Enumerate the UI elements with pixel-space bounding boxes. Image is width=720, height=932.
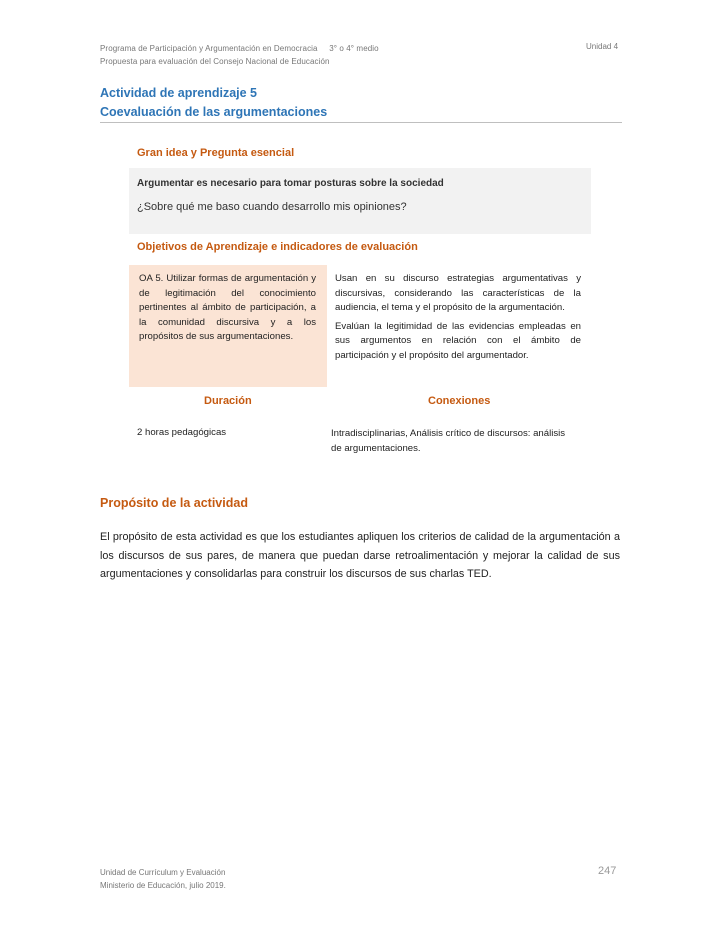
activity-subtitle: Coevaluación de las argumentaciones bbox=[100, 105, 328, 119]
header-unit: Unidad 4 bbox=[586, 42, 619, 51]
duration-heading: Duración bbox=[204, 395, 252, 407]
activity-title: Actividad de aprendizaje 5 bbox=[100, 86, 257, 100]
duration-value: 2 horas pedagógicas bbox=[137, 427, 227, 438]
header-program-line: Programa de Participación y Argumentación en Democracia 3° o 4° medio bbox=[100, 44, 379, 53]
big-idea-text: Argumentar es necesario para tomar posturas sobre la sociedad bbox=[137, 178, 444, 189]
essential-question: ¿Sobre qué me baso cuando desarrollo mis opiniones? bbox=[137, 201, 407, 213]
purpose-text: El propósito de esta actividad es que los estudiantes apliquen los criterios de calidad de la argumentación a los discursos de sus pares, de manera que puedan darse retroalimentación y mejorar la calidad de sus argumentaciones y consolidarlas para construir los discursos de sus charlas TED. bbox=[100, 531, 620, 581]
header-proposal-line: Propuesta para evaluación del Consejo Nacional de Educación bbox=[100, 57, 330, 66]
big-idea-heading: Gran idea y Pregunta esencial bbox=[137, 147, 295, 159]
indicators-cell bbox=[335, 272, 581, 368]
oa-text: OA 5. Utilizar formas de argumentación y de legitimación del conocimiento pertinentes al ámbito de participación, a la comunidad discursiva y a los propósitos de sus argumentaciones. bbox=[139, 273, 316, 343]
footer-line-1: Unidad de Currículum y Evaluación bbox=[100, 868, 226, 877]
indicator-1: Usan en su discurso estrategias argumentativas y discursivas, considerando las características de la audiencia, el tema y el propósito de la argumentación. bbox=[335, 273, 581, 314]
indicator-2: Evalúan la legitimidad de las evidencias empleadas en sus argumentos en relación con el ámbito de participación y el propósito del argumentador. bbox=[335, 320, 581, 361]
page-number: 247 bbox=[598, 865, 617, 877]
page-footer bbox=[100, 866, 226, 892]
connections-value: Intradisciplinarias, Análisis crítico de discursos: análisis de argumentaciones. bbox=[331, 428, 566, 454]
objectives-heading: Objetivos de Aprendizaje e indicadores de evaluación bbox=[137, 241, 418, 253]
connections-heading: Conexiones bbox=[428, 395, 491, 407]
activity-heading bbox=[100, 84, 327, 122]
page-header bbox=[100, 42, 379, 68]
footer-line-2: Ministerio de Educación, julio 2019. bbox=[100, 881, 226, 890]
heading-divider bbox=[100, 122, 622, 123]
purpose-heading: Propósito de la actividad bbox=[100, 496, 248, 510]
